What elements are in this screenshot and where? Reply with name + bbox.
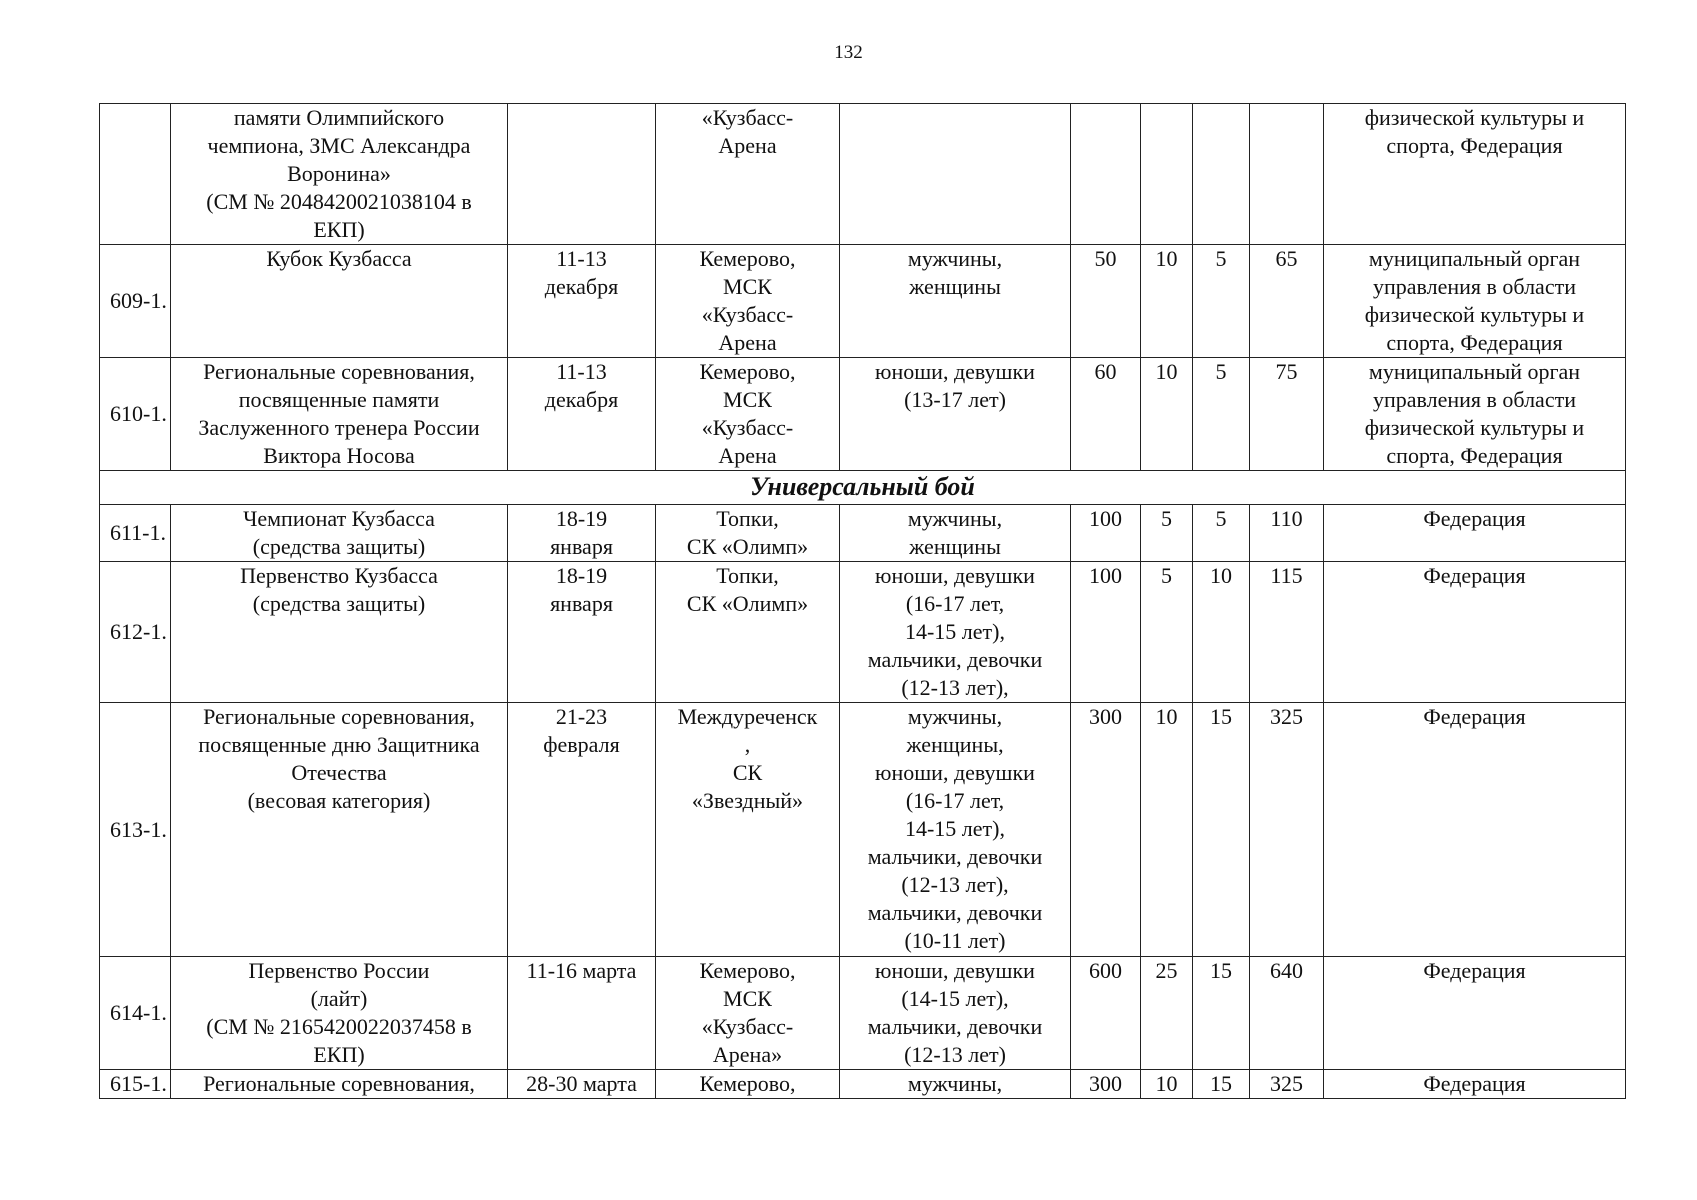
participants-count-cell: 300 bbox=[1071, 703, 1141, 957]
row-number-cell: 612-1. bbox=[100, 562, 171, 703]
participants-count-cell: 60 bbox=[1071, 358, 1141, 471]
event-venue-cell: «Кузбасс- Арена bbox=[656, 104, 840, 245]
page-number: 132 bbox=[834, 42, 863, 63]
judges-count-cell: 25 bbox=[1141, 957, 1193, 1070]
participants-cell: юноши, девушки (16-17 лет, 14-15 лет), мальчики, девочки (12-13 лет), bbox=[840, 562, 1071, 703]
judges-count-cell: 5 bbox=[1141, 562, 1193, 703]
total-count-cell: 115 bbox=[1250, 562, 1324, 703]
participants-cell bbox=[840, 104, 1071, 245]
event-dates-cell: 18-19 января bbox=[508, 562, 656, 703]
coaches-count-cell: 5 bbox=[1193, 505, 1250, 562]
row-number-cell bbox=[100, 104, 171, 245]
total-count-cell bbox=[1250, 104, 1324, 245]
judges-count-cell: 10 bbox=[1141, 358, 1193, 471]
participants-cell: мужчины, bbox=[840, 1070, 1071, 1099]
judges-count-cell bbox=[1141, 104, 1193, 245]
participants-cell: мужчины, женщины, юноши, девушки (16-17 лет, 14-15 лет), мальчики, девочки (12-13 лет), мальчики, девочки (10-11 лет) bbox=[840, 703, 1071, 957]
organizer-cell: муниципальный орган управления в области физической культуры и спорта, Федерация bbox=[1324, 245, 1626, 358]
table-row bbox=[100, 104, 1626, 245]
coaches-count-cell: 5 bbox=[1193, 245, 1250, 358]
participants-count-cell: 50 bbox=[1071, 245, 1141, 358]
organizer-cell: физической культуры и спорта, Федерация bbox=[1324, 104, 1626, 245]
participants-count-cell: 100 bbox=[1071, 562, 1141, 703]
event-venue-cell: Кемерово, МСК «Кузбасс- Арена» bbox=[656, 957, 840, 1070]
total-count-cell: 65 bbox=[1250, 245, 1324, 358]
event-name-cell: Первенство России (лайт) (СМ № 2165420022037458 в ЕКП) bbox=[171, 957, 508, 1070]
row-number-cell: 609-1. bbox=[100, 245, 171, 358]
section-title: Универсальный бой bbox=[100, 471, 1626, 505]
participants-count-cell: 300 bbox=[1071, 1070, 1141, 1099]
table-row bbox=[100, 703, 1626, 957]
table-row bbox=[100, 245, 1626, 358]
participants-cell: юноши, девушки (14-15 лет), мальчики, девочки (12-13 лет) bbox=[840, 957, 1071, 1070]
events-table bbox=[99, 103, 1626, 1099]
coaches-count-cell: 15 bbox=[1193, 957, 1250, 1070]
participants-count-cell bbox=[1071, 104, 1141, 245]
event-dates-cell: 18-19 января bbox=[508, 505, 656, 562]
event-venue-cell: Топки, СК «Олимп» bbox=[656, 505, 840, 562]
organizer-cell: Федерация bbox=[1324, 957, 1626, 1070]
coaches-count-cell bbox=[1193, 104, 1250, 245]
judges-count-cell: 10 bbox=[1141, 703, 1193, 957]
total-count-cell: 325 bbox=[1250, 703, 1324, 957]
row-number-cell: 610-1. bbox=[100, 358, 171, 471]
event-name-cell: памяти Олимпийского чемпиона, ЗМС Александра Воронина» (СМ № 2048420021038104 в ЕКП) bbox=[171, 104, 508, 245]
total-count-cell: 640 bbox=[1250, 957, 1324, 1070]
total-count-cell: 110 bbox=[1250, 505, 1324, 562]
event-name-cell: Региональные соревнования, посвященные памяти Заслуженного тренера России Виктора Носова bbox=[171, 358, 508, 471]
coaches-count-cell: 15 bbox=[1193, 703, 1250, 957]
total-count-cell: 75 bbox=[1250, 358, 1324, 471]
organizer-cell: Федерация bbox=[1324, 1070, 1626, 1099]
table-row bbox=[100, 1070, 1626, 1099]
coaches-count-cell: 15 bbox=[1193, 1070, 1250, 1099]
row-number-cell: 611-1. bbox=[100, 505, 171, 562]
row-number-cell: 614-1. bbox=[100, 957, 171, 1070]
total-count-cell: 325 bbox=[1250, 1070, 1324, 1099]
event-name-cell: Кубок Кузбасса bbox=[171, 245, 508, 358]
event-name-cell: Первенство Кузбасса (средства защиты) bbox=[171, 562, 508, 703]
event-name-cell: Региональные соревнования, посвященные дню Защитника Отечества (весовая категория) bbox=[171, 703, 508, 957]
event-dates-cell: 11-13 декабря bbox=[508, 358, 656, 471]
participants-count-cell: 100 bbox=[1071, 505, 1141, 562]
event-venue-cell: Топки, СК «Олимп» bbox=[656, 562, 840, 703]
row-number-cell: 613-1. bbox=[100, 703, 171, 957]
event-dates-cell: 28-30 марта bbox=[508, 1070, 656, 1099]
table-row bbox=[100, 957, 1626, 1070]
participants-count-cell: 600 bbox=[1071, 957, 1141, 1070]
event-name-cell: Региональные соревнования, bbox=[171, 1070, 508, 1099]
participants-cell: мужчины, женщины bbox=[840, 505, 1071, 562]
event-venue-cell: Кемерово, bbox=[656, 1070, 840, 1099]
event-venue-cell: Кемерово, МСК «Кузбасс- Арена bbox=[656, 358, 840, 471]
judges-count-cell: 10 bbox=[1141, 1070, 1193, 1099]
organizer-cell: Федерация bbox=[1324, 562, 1626, 703]
participants-cell: юноши, девушки (13-17 лет) bbox=[840, 358, 1071, 471]
organizer-cell: Федерация bbox=[1324, 703, 1626, 957]
event-dates-cell bbox=[508, 104, 656, 245]
event-dates-cell: 11-13 декабря bbox=[508, 245, 656, 358]
section-row bbox=[100, 471, 1626, 505]
row-number-cell: 615-1. bbox=[100, 1070, 171, 1099]
organizer-cell: муниципальный орган управления в области физической культуры и спорта, Федерация bbox=[1324, 358, 1626, 471]
table-row bbox=[100, 505, 1626, 562]
judges-count-cell: 10 bbox=[1141, 245, 1193, 358]
table-row bbox=[100, 562, 1626, 703]
event-venue-cell: Кемерово, МСК «Кузбасс- Арена bbox=[656, 245, 840, 358]
organizer-cell: Федерация bbox=[1324, 505, 1626, 562]
table-row bbox=[100, 358, 1626, 471]
participants-cell: мужчины, женщины bbox=[840, 245, 1071, 358]
event-venue-cell: Междуреченск , СК «Звездный» bbox=[656, 703, 840, 957]
coaches-count-cell: 10 bbox=[1193, 562, 1250, 703]
event-name-cell: Чемпионат Кузбасса (средства защиты) bbox=[171, 505, 508, 562]
judges-count-cell: 5 bbox=[1141, 505, 1193, 562]
event-dates-cell: 11-16 марта bbox=[508, 957, 656, 1070]
event-dates-cell: 21-23 февраля bbox=[508, 703, 656, 957]
coaches-count-cell: 5 bbox=[1193, 358, 1250, 471]
